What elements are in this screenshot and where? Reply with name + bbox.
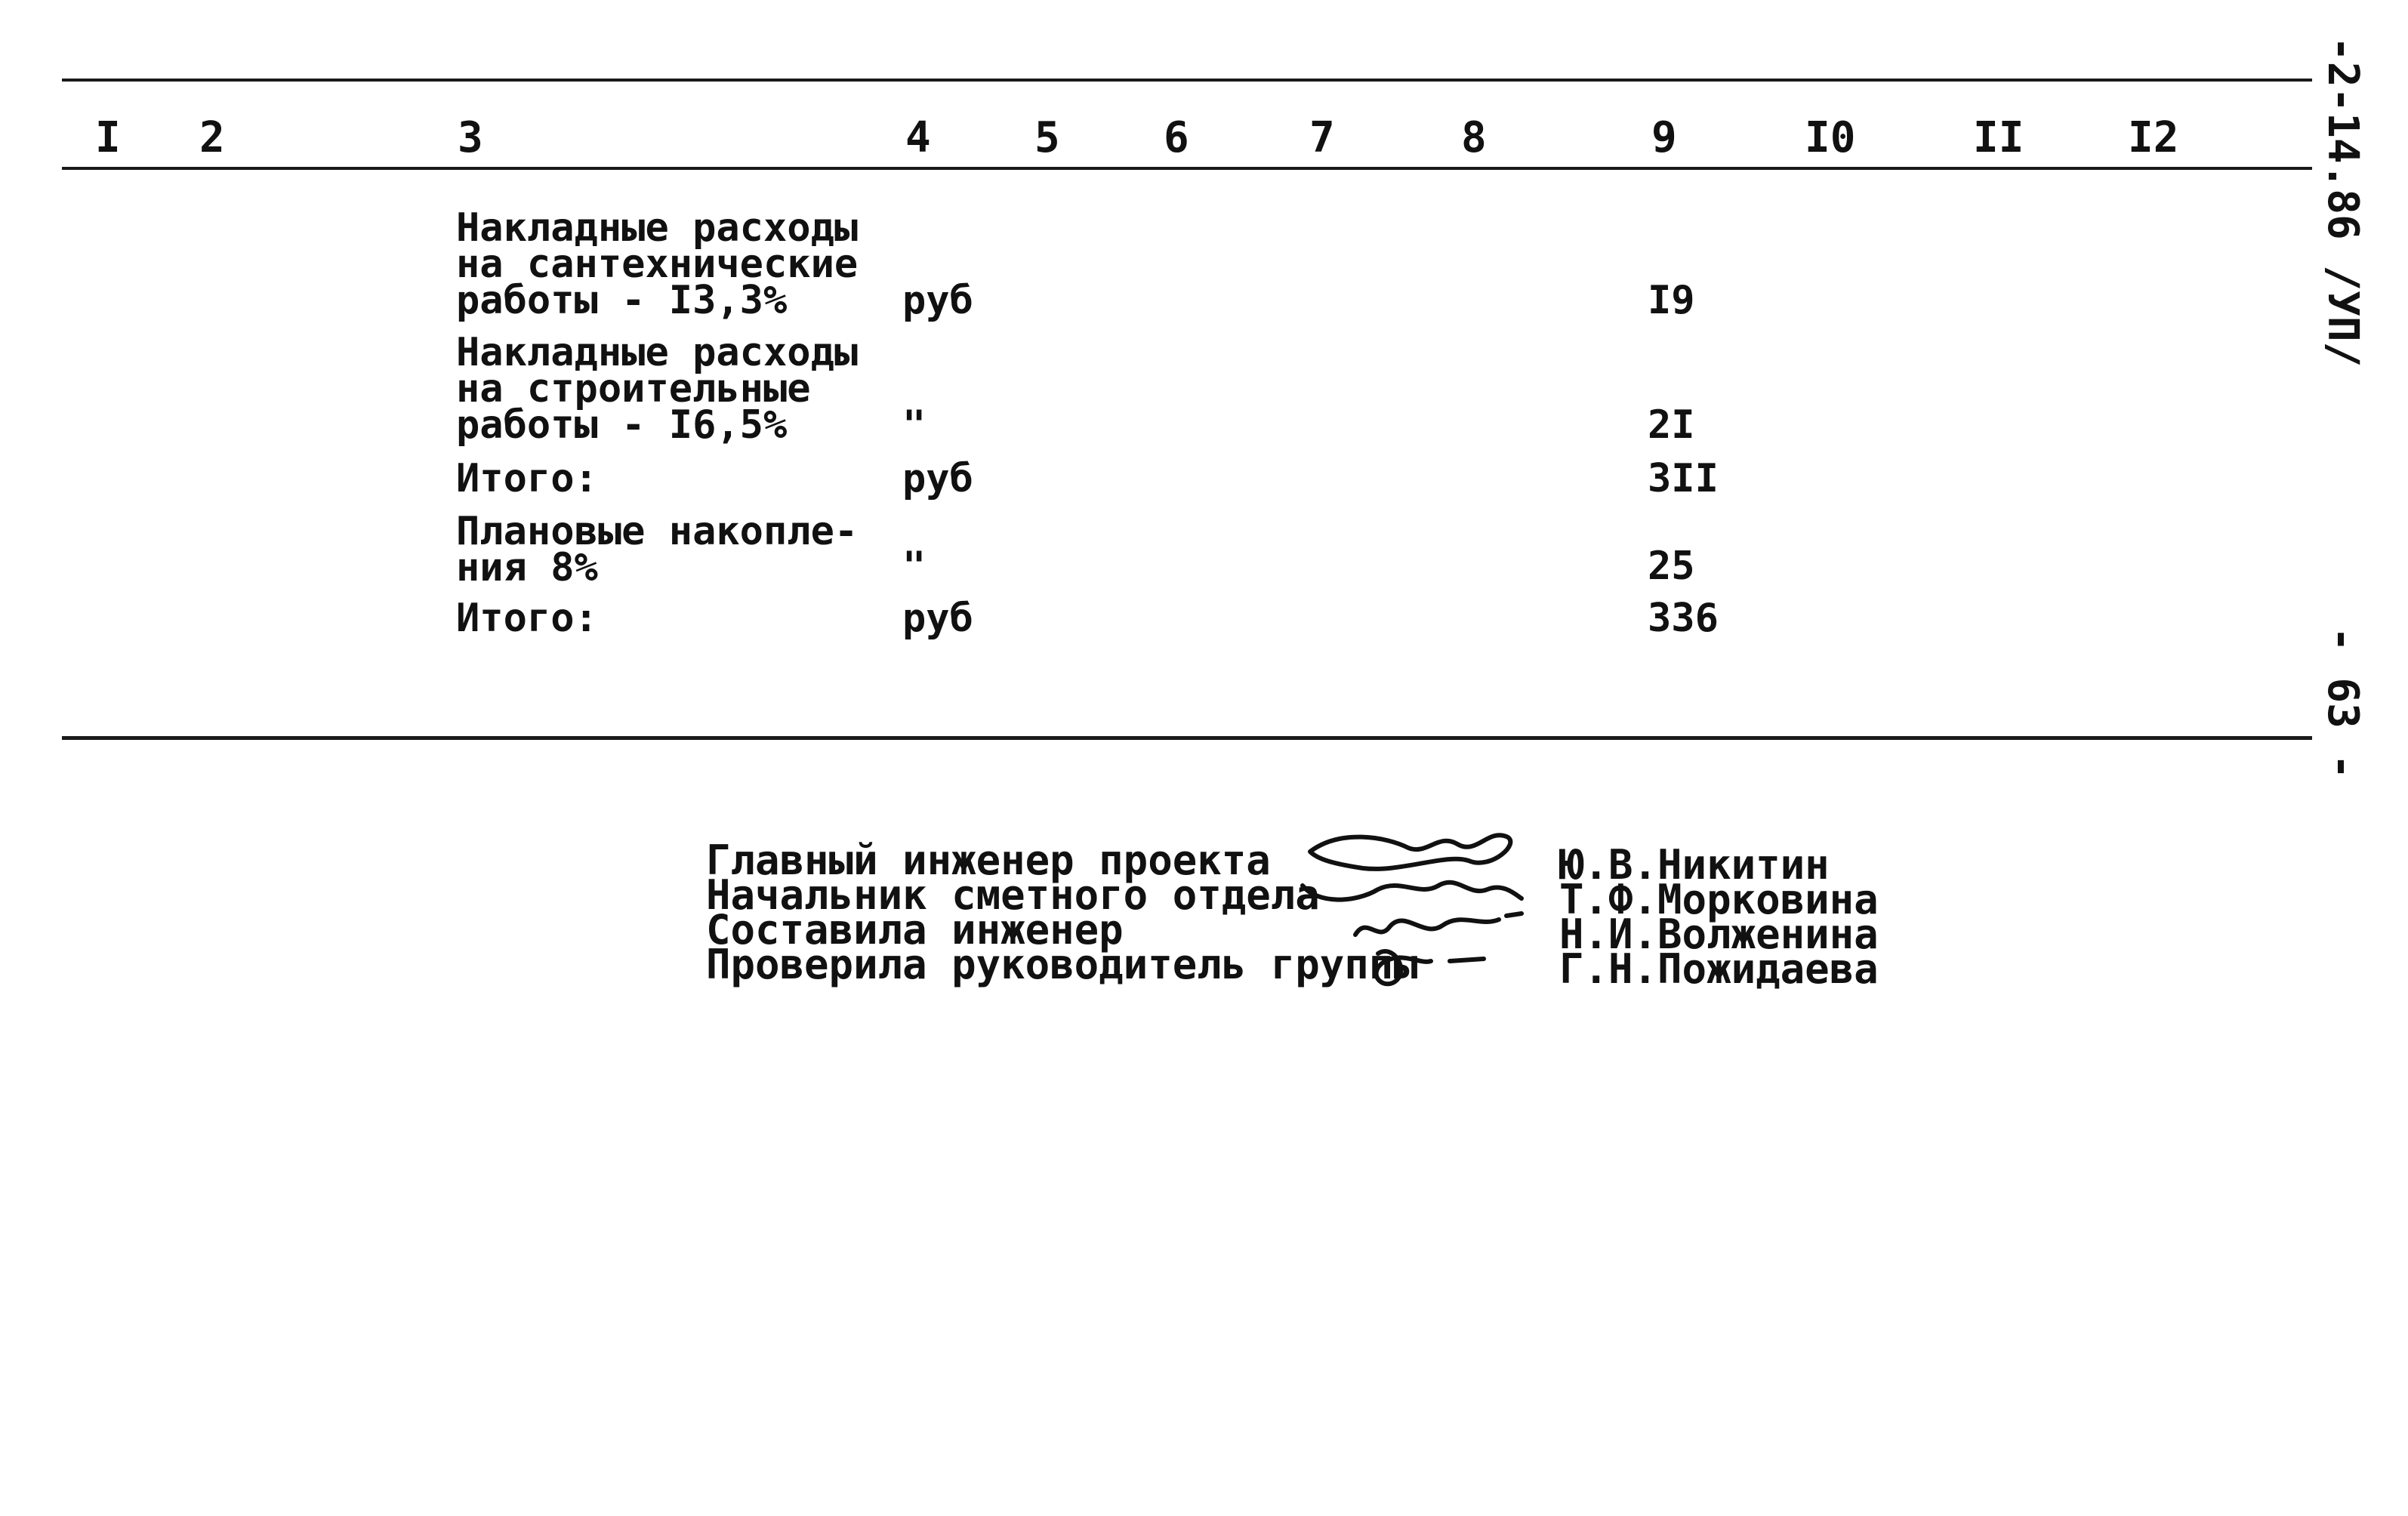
signatory-role: Составила инженер: [706, 906, 1124, 954]
column-number-7: 7: [1309, 113, 1335, 162]
row-unit: руб: [902, 278, 973, 323]
table-header-rule: [62, 167, 2312, 170]
row-value: 2I: [1648, 402, 1695, 448]
row-description: Плановые накопле- ния 8%: [456, 509, 859, 590]
row-unit: ": [902, 544, 927, 589]
signatory-name: Н.И.Волженина: [1559, 911, 1879, 958]
table-top-rule: [62, 79, 2312, 82]
signatory-name: Ю.В.Никитин: [1559, 841, 1830, 889]
page-number: - 63 -: [2318, 627, 2367, 780]
signatory-role: Начальник сметного отдела: [706, 871, 1320, 919]
column-number-8: 8: [1461, 113, 1487, 162]
column-number-9: 9: [1651, 113, 1677, 162]
column-number-3: 3: [458, 113, 483, 162]
column-number-4: 4: [905, 113, 931, 162]
document-code: -2-14.86 /УП/: [2318, 36, 2367, 368]
row-description: Накладные расходы на строительные работы - I6,5%: [456, 330, 859, 448]
row-description: Итого:: [456, 596, 598, 641]
column-number-12: I2: [2128, 113, 2179, 162]
signature-scribble-4: [1377, 951, 1484, 984]
signatory-name: Т.Ф.Морковина: [1559, 876, 1879, 923]
table-bottom-rule: [62, 736, 2312, 740]
row-value: 336: [1648, 596, 1719, 641]
signatory-role: Проверила руководитель группы: [706, 941, 1418, 988]
signatory-name: Г.Н.Пожидаева: [1559, 945, 1879, 993]
row-description: Итого:: [456, 456, 598, 501]
row-unit: ": [902, 402, 927, 448]
row-unit: руб: [902, 456, 973, 501]
signature-scribble-2: [1303, 883, 1522, 900]
handwritten-signature-marks: [1295, 814, 1552, 995]
signature-scribble-3: [1355, 914, 1522, 935]
column-number-2: 2: [199, 113, 225, 162]
row-value: I9: [1648, 278, 1695, 323]
signatory-role: Главный инженер проекта: [706, 837, 1271, 884]
row-value: 3II: [1648, 456, 1719, 501]
column-number-6: 6: [1164, 113, 1189, 162]
column-number-10: I0: [1805, 113, 1856, 162]
row-unit: руб: [902, 596, 973, 641]
row-value: 25: [1648, 544, 1695, 589]
column-number-1: I: [95, 113, 121, 162]
column-number-11: II: [1973, 113, 2024, 162]
column-number-5: 5: [1034, 113, 1060, 162]
signature-scribble-1: [1310, 835, 1510, 869]
row-description: Накладные расходы на сантехнические работы - I3,3%: [456, 205, 859, 323]
